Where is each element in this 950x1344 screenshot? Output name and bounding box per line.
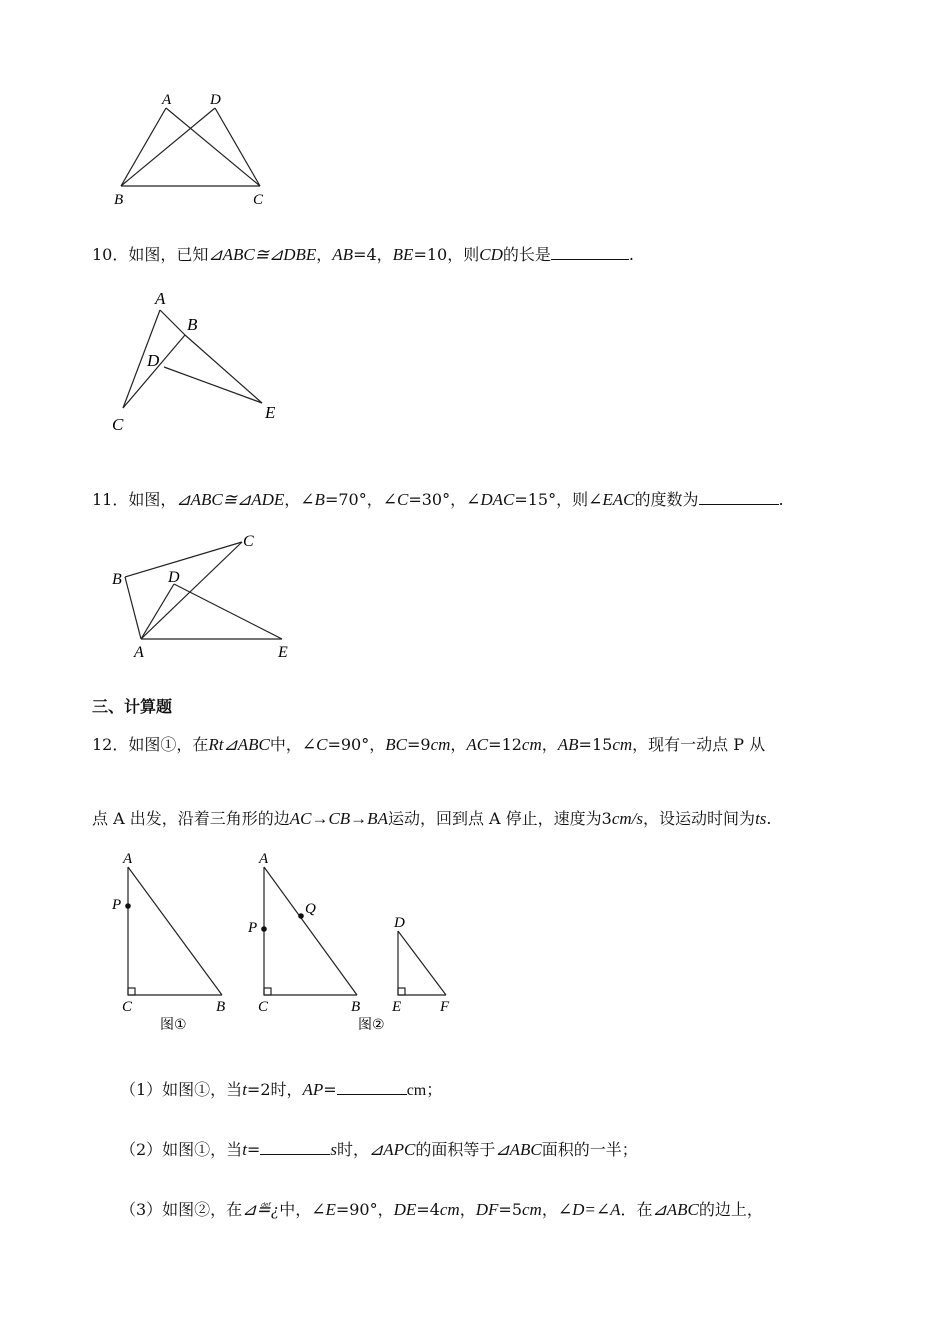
fig2-label-F: F bbox=[440, 999, 450, 1015]
fig1-caption: 图① bbox=[160, 1017, 187, 1033]
segment-DB bbox=[121, 108, 215, 186]
section-heading: 三、计算题 bbox=[92, 697, 173, 716]
label-C: C bbox=[112, 415, 124, 434]
segment-AC bbox=[166, 108, 260, 186]
fig1-right-angle bbox=[128, 988, 135, 995]
answer-blank bbox=[260, 1140, 330, 1155]
fig2-label-E: E bbox=[392, 999, 402, 1015]
fig1-label-C: C bbox=[122, 999, 133, 1015]
answer-blank bbox=[551, 245, 629, 260]
label-C: C bbox=[253, 192, 264, 208]
label-E: E bbox=[265, 403, 276, 422]
answer-blank bbox=[699, 490, 779, 505]
figure-q11 bbox=[0, 525, 950, 665]
fig2-segment-DF bbox=[398, 931, 446, 995]
fig2-label-C: C bbox=[258, 999, 269, 1015]
fig1-label-B: B bbox=[216, 999, 226, 1015]
figure-q10 bbox=[0, 280, 950, 440]
label-A: A bbox=[162, 92, 172, 108]
segment-AB bbox=[121, 108, 166, 186]
label-D: D bbox=[210, 92, 221, 108]
question-12-line1: 12．如图①，在Rt⊿ABC中，∠C=90°，BC=9cm，AC=12cm，AB=15cm，现有一动点 P 从 bbox=[92, 735, 766, 754]
segment-DE bbox=[174, 584, 282, 639]
fig2-point-Q bbox=[298, 913, 304, 919]
fig2-label-B: B bbox=[351, 999, 361, 1015]
segment-AB bbox=[125, 577, 141, 639]
segment-BE bbox=[185, 335, 262, 403]
answer-blank bbox=[337, 1080, 407, 1095]
fig2-label-A: A bbox=[259, 851, 269, 867]
fig2-label-P: P bbox=[248, 920, 258, 936]
label-D: D bbox=[147, 351, 160, 370]
question-10: 10．如图，已知⊿ABC≅⊿DBE，AB=4，BE=10，则CD的长是 . bbox=[92, 245, 634, 264]
fig1-segment-AB bbox=[128, 867, 222, 995]
fig2-point-P bbox=[261, 926, 267, 932]
question-12-part3: （3）如图②，在⊿≝¿中，∠E=90°，DE=4cm，DF=5cm，∠D=∠A．在⊿ABC的边上， bbox=[120, 1200, 763, 1219]
fig2-right-angle-E bbox=[398, 988, 405, 995]
fig2-label-D: D bbox=[394, 915, 405, 931]
label-E: E bbox=[278, 644, 288, 661]
label-B: B bbox=[112, 571, 122, 588]
label-B: B bbox=[114, 192, 124, 208]
label-C: C bbox=[243, 533, 254, 550]
segment-DE bbox=[164, 367, 262, 403]
segment-AB bbox=[160, 310, 185, 335]
question-12-part2: （2）如图①，当t= s时，⊿APC的面积等于⊿ABC面积的一半； bbox=[120, 1140, 638, 1159]
fig2-right-angle bbox=[264, 988, 271, 995]
question-12-part1: （1）如图①，当t=2时，AP= cm； bbox=[120, 1080, 443, 1099]
fig1-label-A: A bbox=[123, 851, 133, 867]
label-D: D bbox=[168, 569, 180, 586]
segment-DC bbox=[215, 108, 260, 186]
fig1-point-P bbox=[125, 903, 131, 909]
fig2-label-Q: Q bbox=[305, 901, 316, 917]
fig1-label-P: P bbox=[112, 897, 122, 913]
label-A: A bbox=[155, 289, 166, 308]
question-12-line2: 点 A 出发，沿着三角形的边AC→CB→BA运动，回到点 A 停止，速度为3cm/s，设运动时间为ts. bbox=[92, 809, 772, 828]
fig2-caption: 图② bbox=[358, 1017, 385, 1033]
question-11: 11．如图，⊿ABC≅⊿ADE，∠B=70°，∠C=30°，∠DAC=15°，则∠EAC的度数为 . bbox=[92, 490, 784, 509]
figure-q12 bbox=[0, 845, 950, 1035]
label-B: B bbox=[187, 315, 198, 334]
fig2-segment-AB bbox=[264, 867, 357, 995]
label-A: A bbox=[134, 644, 144, 661]
figure-q9 bbox=[0, 0, 950, 220]
